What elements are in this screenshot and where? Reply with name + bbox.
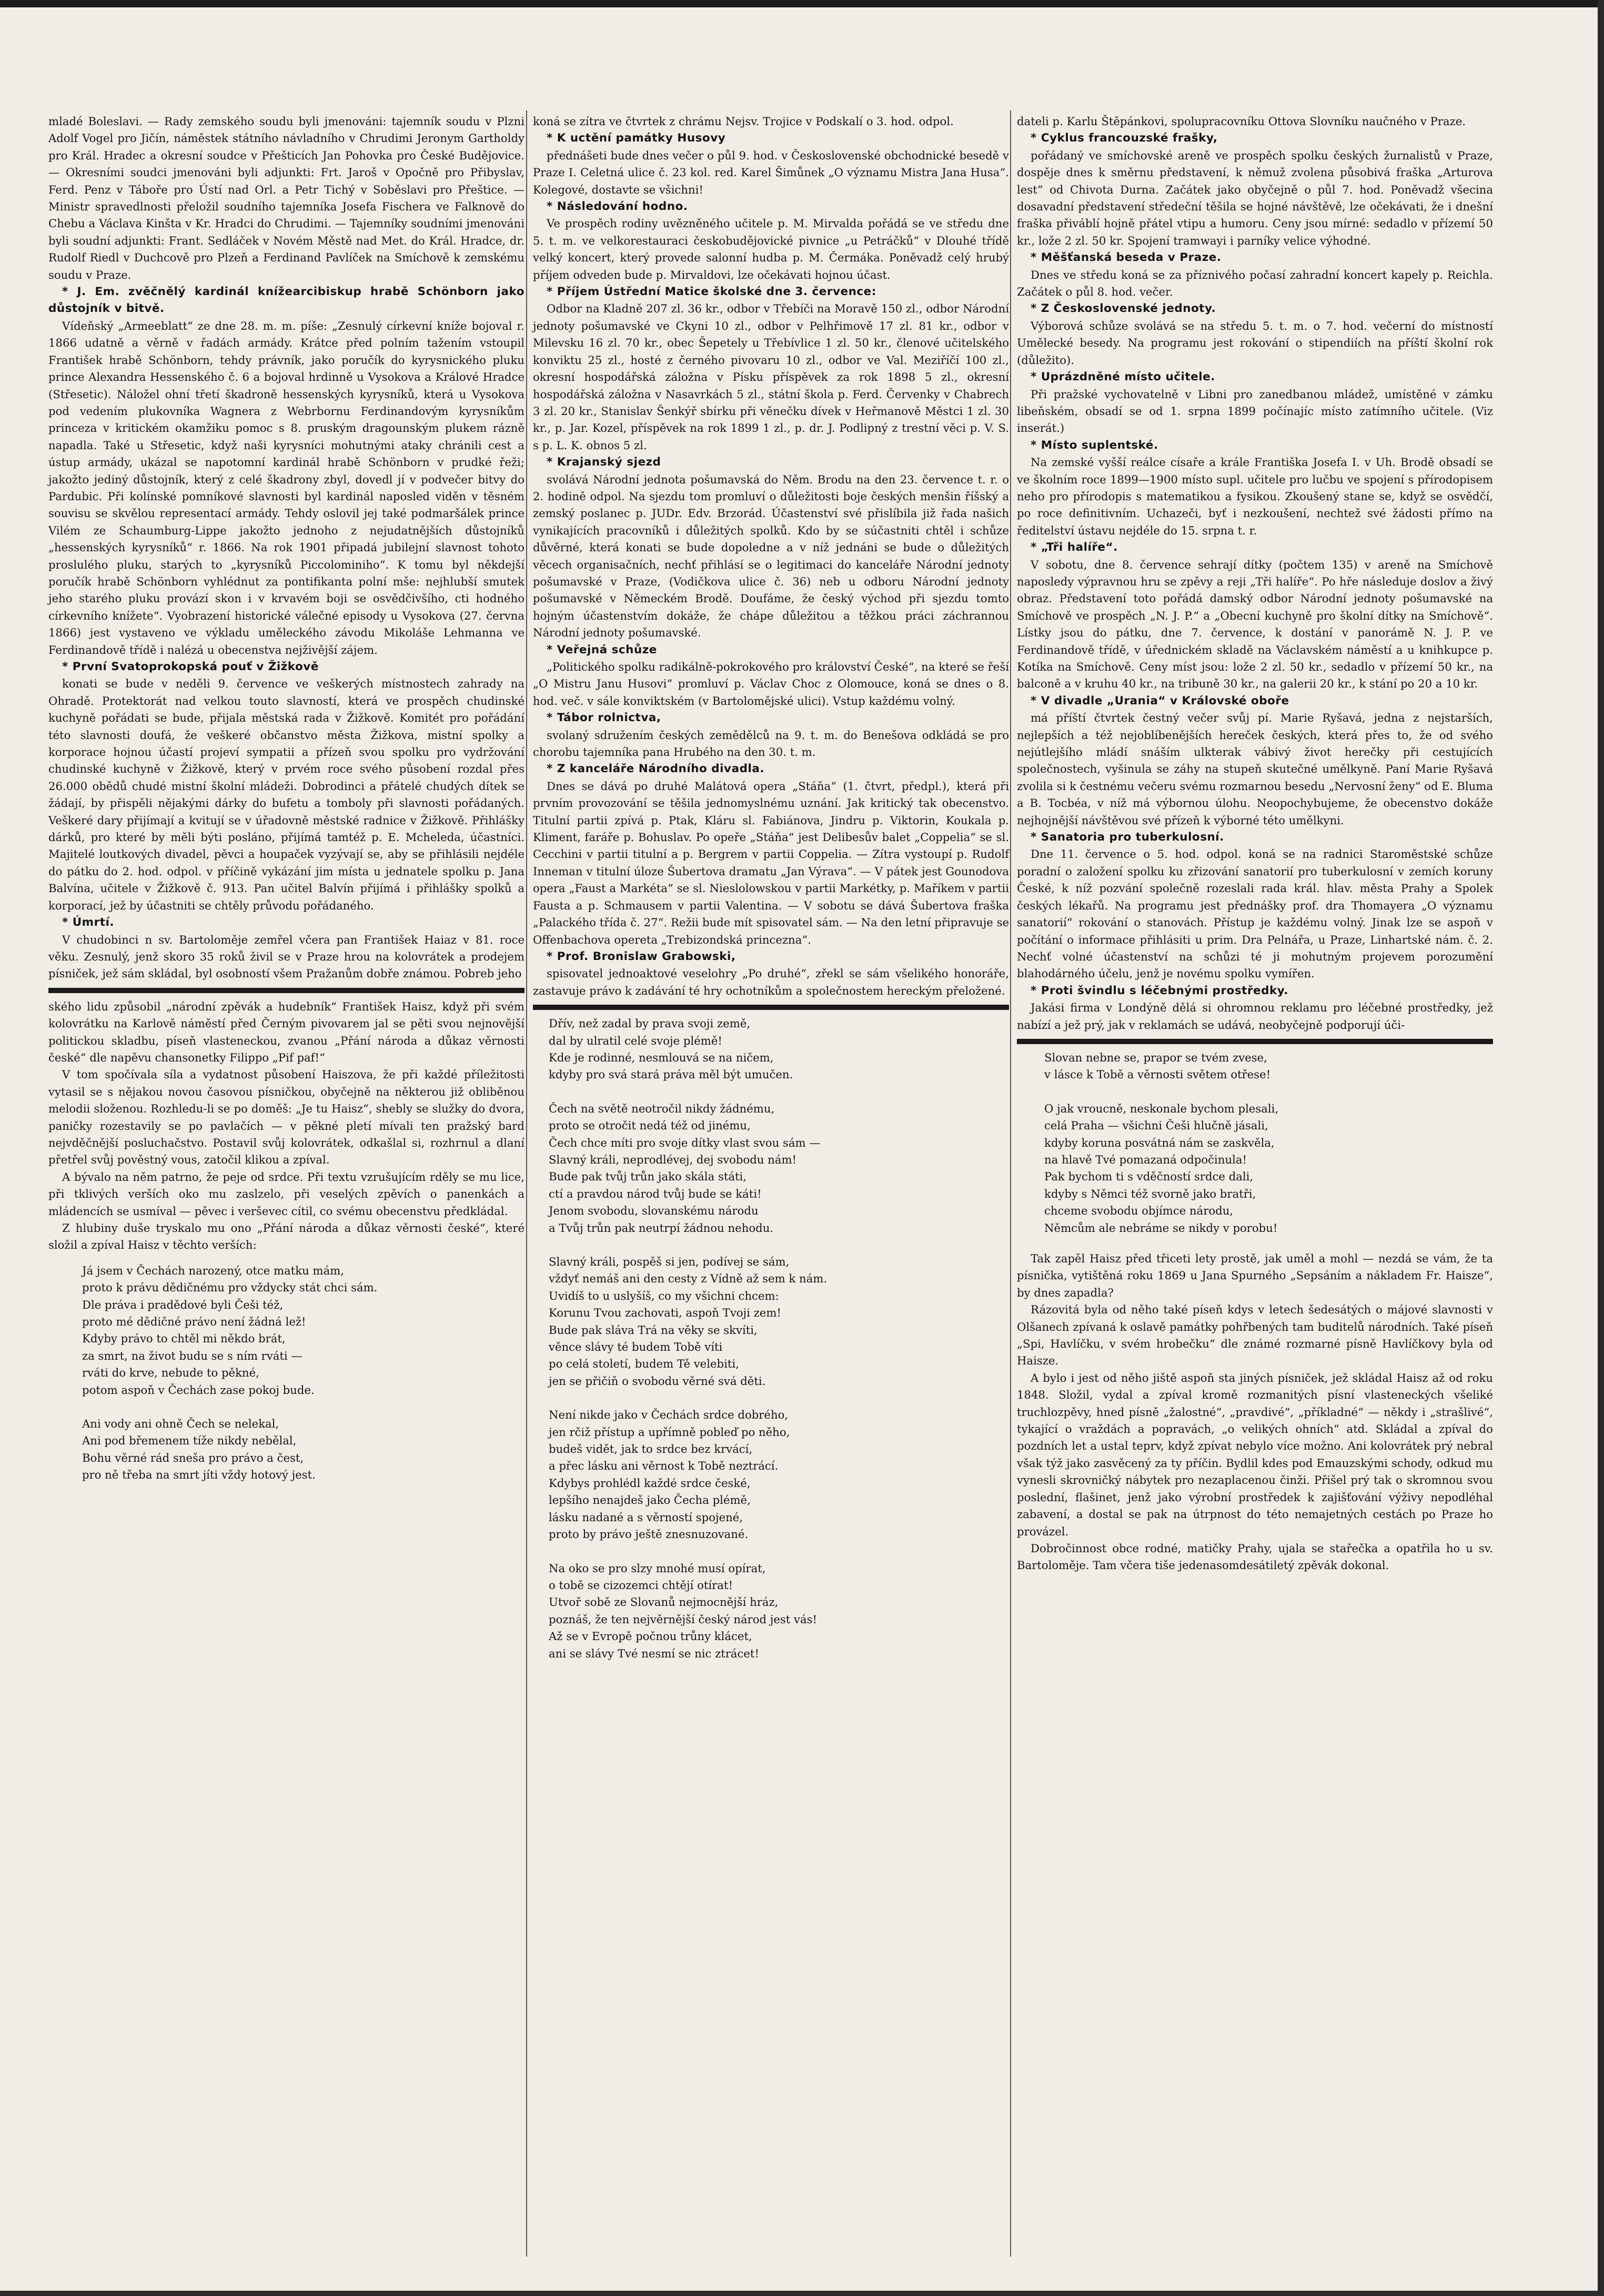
page-edge-right xyxy=(1598,0,1604,2296)
verse-line: lásku nadané a s věrností spojené, xyxy=(549,1510,743,1524)
verse-line: vždyť nemáš ani den cesty z Vídně až sem k nám. xyxy=(549,1272,828,1286)
article-text: svolává Národní jednota pošumavská do Něm. Brodu na den 23. července t. r. o 2. hodině odpol. Na sjezdu tom promluví o důležitosti boje českých menšin říšský a zemský poslanec p. JUDr. Edv. Brzorád. Účastenství své přislíbila již řada našich vynikajících pracovníků i důležitých spolků. Kdo by se súčastniti chtěl i schůze důvěrné, která konati se bude dopoledne a v níž jednáni se bude o důležitých věcech organisačních, nechť přihlásí se o legitimaci do kanceláře Národní jednoty pošumavské v Praze, (Vodičkova ulice č. 36) neb u odboru Národní jednoty pošumavské v Německém Brodě. Doufáme, že český východ při sjezdu tomto hojným účastenstvím dokáže, že chápe důležitou a těžkou práci záchrannou Národní jednoty pošumavské. xyxy=(533,472,1009,640)
article-text: Na zemské vyšší reálce císaře a krále Františka Josefa I. v Uh. Brodě obsadí se ve školním roce 1899—1900 místo supl. učitele pro lučbu ve spojení s přírodopisem neho pro přírodopis s matematikou a fysikou. Zkoušený stane se, když se osvědčí, po roce definitivním. Uchazeči, byť i nezkoušení, nechtež své žádosti přímo na ředitelství ústavu nejdéle do 15. srpna t. r. xyxy=(1017,456,1493,537)
article-text: konati se bude v neděli 9. července ve veškerých místnostech zahrady na Ohradě. Protektorát nad velkou touto slavností, která ve prospěch chudinské kuchyně pořádati se bude, přijala městská rada v Žižkově. Komitét pro pořádání této slavnosti doufá, že veškeré občanstvo města Žižkova, mistní spolky a korporace hojnou účastí projeví sympatii a přízeň svou spolku pro vydržování chudinské kuchyně v Žižkově, který v prvém roce svého působení rozdal přes 26.000 obědů chudé mistní školní mládeži. Dobrodinci a přátelé chudých dítek se žádají, by přispěli nějakými dárky do bufetu a tomboly při slavnosti pořádaných. Veškeré dary přijímají a kvitují se v úřadovně městské radnice v Žižkově. Přihlášky dárků, pro které by měli býti posláno, přijímá tamtéž p. E. Mcheleda, účastníci. Majitelé loutkových divadel, pěvci a houpaček vyzývají se, aby se přihlásili nejdéle do pátku do 2. hod. odpol. v příčině vykázání jim místa u jednatele spolku p. Jana Balvína, učitele v Žižkově č. 913. Pan učitel Balvín přijímá i přihlášky spolků a korporací, jež by účastniti se chtěly průvodu pořádaného. xyxy=(48,677,524,912)
article-heading: * Úmrtí. xyxy=(62,916,115,929)
verse-line: Kdyby právo to chtěl mi někdo brát, xyxy=(82,1332,286,1346)
verse-line: Já jsem v Čechách narozený, otce matku mám, xyxy=(82,1263,345,1277)
verse-line: a přec lásku ani věrnost k Tobě neztrácí. xyxy=(549,1459,779,1473)
verse-line: dal by ulratil celé svoje plémě! xyxy=(549,1034,722,1047)
article-text: má příští čtvrtek čestný večer svůj pí. Marie Ryšavá, jedna z nejstarších, nejlepších a též nejoblíbenějších hereček českých, která přes to, že od svého nejútlejšího mládí snáším ulkterak vábivý život herečky při cestujících společnostech, vyšinula se záhy na stupeň skutečné umělkyně. Paní Marie Ryšavá zvolila si k čestnému večeru svému rozmarnou besedu „Nervosní ženy“ od E. Bluma a B. Tocbéa, v níž má výbornou úlohu. Neopochybujeme, že obecenstvo dokáže nejhojnější návštěvou své přízeň k výborné této umělkyni. xyxy=(1017,711,1493,827)
verse-line: pro ně třeba na smrt jíti vždy hotový jest. xyxy=(82,1468,316,1482)
article-text: Dobročinnost obce rodné, matičky Prahy, ujala se stařečka a opatřila ho u sv. Bartoloměje. Tam včera tiše jedenasomdesátiletý zpěvák dokonal. xyxy=(1017,1541,1493,1572)
verse-line: proto se otročit nedá též od jinému, xyxy=(549,1119,751,1132)
verse-line: celá Praha — všichni Češi hlučně jásali, xyxy=(1044,1119,1268,1132)
article-text: koná se zítra ve čtvrtek z chrámu Nejsv. Trojice v Podskalí o 3. hod. odpol. xyxy=(533,115,954,128)
article-heading: * Veřejná schůze xyxy=(547,643,657,656)
verse-line: o tobě se cizozemci chtějí otírat! xyxy=(549,1578,733,1592)
article-heading: * Místo suplentské. xyxy=(1031,438,1158,452)
verse-line: poznáš, že ten nejvěrnější český národ jest vás! xyxy=(549,1612,818,1626)
verse-gap xyxy=(1044,1084,1493,1100)
section-divider xyxy=(48,988,524,993)
verse-line: Kdybys prohlédl každé srdce české, xyxy=(549,1476,751,1490)
page-edge-top xyxy=(0,0,1604,7)
article-text: Dnes se dává po druhé Malátová opera „Stáňa“ (1. čtvrt, předpl.), která při prvním provozování se těšila jednomyslnému uznání. Jak kritický tak obecenstvo. Titulní partii zpívá p. Ptak, Kláru sl. Fabiánova, Jindru p. Viktorin, Koukala p. Kliment, faráře p. Bohuslav. Po opeře „Stáňa“ jest Delibesův balet „Coppelia“ se sl. Cecchini v partii titulní a p. Bergrem v partii Coppelia. — Zítra vystoupí p. Rudolf Inneman v titulní úloze Šubertova dramatu „Jan Výrava“. — V pátek jest Gounodova opera „Faust a Markéta“ se sl. Nieslolowskou v partii Markétky, p. Maříkem v partii Fausta a p. Schmausem v partii Valentina. — V sobotu se dává Šubertova fraška „Palackého třída č. 27“. Režii bude mít spisovatel sám. — Na den letní připravuje se Offenbachova opereta „Trebizondská princezna“. xyxy=(533,779,1009,946)
article-text: Tak zapěl Haisz před třiceti lety prostě, jak uměl a mohl — nezdá se vám, že ta písnička, vytištěná roku 1869 u Jana Spurného „Sepsáním a nákladem Fr. Haisze“, by dnes zapadla? xyxy=(1017,1252,1493,1299)
article-heading: * První Svatoprokopská pouť v Žižkově xyxy=(62,660,319,673)
article-heading: * „Tři halíře“. xyxy=(1031,541,1118,554)
page-edge-bottom xyxy=(0,2291,1604,2296)
verse-line: jen rčiž přístup a upřímně pobleď po něho, xyxy=(549,1425,790,1439)
verse-line: Čech chce míti pro svoje dítky vlast svou sám — xyxy=(549,1136,821,1149)
article-text: ského lidu způsobil „národní zpěvák a hudebník“ František Haisz, když při svém kolovrátku na Karlově náměstí před Černým pivovarem jal se pěti svou nejnovější politickou skladbu, píseň vlasteneckou, zvanou „Přání národa a důkaz věrnosti české“ dle napěvu chansonetky Filippo „Pif paf!“ xyxy=(48,999,524,1064)
article-text: Ve prospěch rodiny uvězněného učitele p. M. Mirvalda pořádá se ve středu dne 5. t. m. ve velkorestauraci českobudějovické pivnice „u Petráčků“ v Dlouhé třídě velký koncert, který provede salonní hudba p. M. Čermáka. Poněvadž celý hrubý příjem odveden bude p. Mirvaldovi, lze očekávati hojnou účast. xyxy=(533,217,1009,281)
article-heading: * Tábor rolnictva, xyxy=(547,711,661,725)
song-verse xyxy=(1017,1049,1493,1237)
article-heading: * V divadle „Urania“ v Královské oboře xyxy=(1031,694,1289,707)
verse-line: proto k právu dědičnému pro vždycky stát chci sám. xyxy=(82,1281,378,1294)
verse-gap xyxy=(549,1543,1009,1560)
verse-line: Bude pak tvůj trůn jako skála státi, xyxy=(549,1170,746,1184)
article-heading: * K uctění památky Husovy xyxy=(547,132,726,145)
article-text: Při pražské vychovatelně v Libni pro zanedbanou mládež, umístěné v zámku libeňském, obsadí se od 1. srpna 1899 počínajíc místo zatímního učitele. (Viz inserát.) xyxy=(1017,387,1493,435)
article-text: Dnes ve středu koná se za příznivého počasí zahradní koncert kapely p. Reichla. Začátek o půl 8. hod. večer. xyxy=(1017,268,1493,299)
verse-line: lepšího nenajdeš jako Čecha plémě, xyxy=(549,1493,751,1507)
verse-line: Jenom svobodu, slovanskému národu xyxy=(549,1204,759,1218)
verse-line: Ani pod břemenem tíže nikdy nebělal, xyxy=(82,1434,297,1448)
article-text: přednášeti bude dnes večer o půl 9. hod. v Československé obchodnické besedě v Praze I. Celetná ulice č. 23 kol. red. Karel Šimůnek „O významu Mistra Jana Husa“. Kolegové, dostavte se všichni! xyxy=(533,148,1009,196)
verse-line: ctí a pravdou národ tvůj bude se káti! xyxy=(549,1187,762,1200)
article-text: A bývalo na něm patrno, že peje od srdce. Při textu vzrušujícím rděly se mu lice, při tklivých verších oko mu zaslzelo, při veselých zpěvích o panenkách a mládencích se usmíval — pěvec i verševec cítil, co svému obecenstvu předkládal. xyxy=(48,1170,524,1218)
article-heading: * Cyklus francouzské frašky, xyxy=(1031,132,1218,145)
article-text: dateli p. Karlu Štěpánkovi, spolupracovníku Ottova Slovníku naučného v Praze. xyxy=(1017,115,1466,128)
article-heading: * Sanatoria pro tuberkulosní. xyxy=(1031,831,1224,844)
article-heading: * Uprázdněné místo učitele. xyxy=(1031,370,1215,384)
verse-line: Kde je rodinné, nesmlouvá se na ničem, xyxy=(549,1050,774,1064)
song-verse xyxy=(533,1015,1009,1662)
verse-line: Dřív, než zadal by prava svoji země, xyxy=(549,1017,751,1030)
verse-line: na hlavě Tvé pomazaná odpočinula! xyxy=(1044,1152,1247,1166)
article-text: Vídeňský „Armeeblatt“ ze dne 28. m. m. píše: „Zesnulý církevní kníže bojoval r. 1866 udatně a věrně v řadách armády. Krátce před polním tažením vstoupil František hrabě Schönborn, tehdy právník, jako poručík do kyrysnického pluku prince Alexandra Hessenského č. 6 a bojoval hrdinně u Vysokova a Králové Hradce (Střesetic). Náložel ohní třetí škadroně hessenských kyrysníků, která u Vysokova pod vedením plukovníka Wagnera z Webrbornu Ferdinandovým kyrysníkům princeza v kritickém okamžiku pomoc s 8. pruským dragounským plukem rázně napadla. Také u Střesetic, když naši kyrysníci mohutnými ataky chránili cest a ústup armády, ukázal se napotomní kardinál hrabě Schönborn v prudké řeži; jakožto jediný důstojník, který z celé škadrony zbyl, dovedl jí v podvečer bitvy do Pardubic. Při kolínské pomníkové slavnosti byl kardinál naposled viděn v těsném souvisu se skvělou representací armády. Tehdy oslovil jej také podmaršálek prince Vilém ze Schaumburg-Lippe jakožto jednoho z nejudatnějších důstojníků „hessenských kyrysníků“ r. 1866. Na rok 1901 připadá jubilejní slavnost tohoto proslulého pluku, starých to „kyrysníků Piccolominiho“. K tomu byl někdejší poručík hrabě Schönborn vyhlédnut za pontifikanta polní mše: nejhlubší smutek jeho starého pluku provází skon i v krvavém boji se osvědčivšího, cti hodného církevního knížete“. Vyobrazení historické válečné episody u Vysokova (27. června 1866) jest vystaveno ve výkladu uměleckého závodu Mikoláše Lehmanna ve Ferdinandově třídě i nalézá u obecenstva nejživější zájem. xyxy=(48,319,524,656)
article-text: Dne 11. července o 5. hod. odpol. koná se na radnici Staroměstské schůze poradní o založení spolku ku zřizování sanatorií pro tuberkulosní v zemích koruny České, k níž pozvání společně rozeslali rada král. hlav. města Prahy a Spolek českých lékařů. Na programu jest přednášky prof. dra Thomayera „O významu sanatorií“ rokování o stanovách. Přístup je každému volný. Jinak lze se aspoň v počítání o informace přihlásiti u prim. Dra Pelnářa, u Praze, Linhartské nám. č. 2. Nechť volné účastenství na schůzi té ji mohutným projevem porozumění blahodárného účelu, jenž je novému spolku vymířen. xyxy=(1017,847,1493,980)
verse-line: Slavný králi, pospěš si jen, podívej se sám, xyxy=(549,1255,790,1268)
verse-line: Uvidíš to u uslyšíš, co my všichni chcem: xyxy=(549,1289,779,1302)
article-text: svolaný sdružením českých zemědělců na 9. t. m. do Benešova odkládá se pro chorobu tajemníka pana Hrubého na den 30. t. m. xyxy=(533,728,1009,759)
verse-line: rváti do krve, nebude to pěkné, xyxy=(82,1366,259,1380)
column-2 xyxy=(533,113,1009,1662)
article-text: A bylo i jest od něho jiště aspoň sta jiných písniček, jež skládal Haisz až od roku 1848. Složil, vydal a zpíval kromě rozmanitých písní vlasteneckých všeliké truchlozpěvy, hned písně „žalostné“, „pravdivé“, „příkladné“ — někdy i „strašlivé“, tykající o vraždách a popravách, „o velikých ohních“ atd. Skládal a zpíval do pozdních let a ustal teprv, když zpívat nebylo více možno. Ani kolovrátek prý nebral však týž jako zasvěcený za ty příčin. Bydlil kdes pod Emauzskými schody, odkud mu vynesli skrovničký nábytek pro nezaplacenou činži. Přišel prý tak o skromnou svou poslední, flašinet, jenž jako výrobní prostředek k zajišťování výživy nepodléhal zabavení, a dostal se pak na útrpnost do této nemajetných cestách po Praze ho provázel. xyxy=(1017,1371,1493,1538)
verse-line: O jak vroucně, neskonale bychom plesali, xyxy=(1044,1101,1279,1115)
verse-line: proto by právo ještě znesnuzované. xyxy=(549,1528,749,1541)
verse-line: Dle práva i pradědové byli Češi též, xyxy=(82,1298,284,1311)
verse-gap xyxy=(549,1237,1009,1253)
article-heading: * Proti švindlu s léčebnými prostředky. xyxy=(1031,984,1288,997)
article-heading: * Příjem Ústřední Matice školské dne 3. července: xyxy=(547,285,876,299)
article-text: V tom spočívala síla a vydatnost působení Haiszova, že při každé příležitosti vytasil se s nějakou novou časovou písničkou, obyčejně na některou již obliběnou melodii složenou. Rozhledu-li se po doměš: „Je tu Haisz“, shebly se služky do dvora, paničky rozestavily se po pavlačích — v pěkné pletí mívali ten pražský bard nejvděčnější posluchačstvo. Postavil svůj kolovrátek, odkašlal si, rozhrnul a dlaní přetřel svůj pověstný vous, zatočil klikou a zpíval. xyxy=(48,1068,524,1167)
column-rule xyxy=(1010,110,1011,2257)
article-text: „Politického spolku radikálně-pokrokového pro království České“, na které se řeší „O Mistru Janu Husovi“ promluví p. Václav Choc z Olomouce, koná se dnes o 8. hod. več. v sále konviktském (v Bartolomějské ulici). Vstup každému volný. xyxy=(533,660,1009,707)
article-text: Z hlubiny duše tryskalo mu ono „Přání národa a důkaz věrnosti české“, které složil a zpíval Haisz v těchto verších: xyxy=(48,1221,524,1252)
verse-line: Není nikde jako v Čechách srdce dobrého, xyxy=(549,1408,789,1422)
section-divider xyxy=(1017,1039,1493,1044)
column-1 xyxy=(48,113,524,1484)
verse-line: po celá století, budem Tě velebiti, xyxy=(549,1357,739,1371)
verse-line: Čech na světě neotročil nikdy žádnému, xyxy=(549,1101,775,1115)
verse-line: chceme svobodu objímce národu, xyxy=(1044,1204,1234,1218)
verse-line: Slavný králi, neprodlévej, dej svobodu nám! xyxy=(549,1152,797,1166)
verse-line: Pak bychom ti s vděčností srdce dali, xyxy=(1044,1170,1254,1184)
verse-line: Utvoř sobě ze Slovanů nejmocnější hráz, xyxy=(549,1595,779,1609)
verse-line: kdyby pro svá stará práva měl být umučen. xyxy=(549,1068,793,1081)
article-text: Jakási firma v Londýně dělá si ohromnou reklamu pro léčebné prostředky, jež nabízí a jež prý, jak v reklamách se udává, neobyčejně podporují úči- xyxy=(1017,1001,1493,1031)
verse-line: za smrt, na život budu se s ním rváti — xyxy=(82,1349,302,1362)
spacer xyxy=(1017,1237,1493,1250)
article-text: pořádaný ve smíchovské areně ve prospěch spolku českých žurnalistů v Praze, dospěje dnes k směrnu představení, k němuž zvolena působivá fraška „Arturova lest“ od Chivota Durna. Začátek jako obyčejně o půl 7. hod. Poněvadž všecina dosavadní představení středeční těšila se hojné návštěvě, lze očekávati, že i dnešní fraška přiváblí hojně přátel vtipu a humoru. Ceny jsou mírné: sedadlo v přízemí 50 kr., lože 2 zl. 50 kr. Spojení tramwayi i parníky velice výhodné. xyxy=(1017,148,1493,247)
verse-line: kdyby s Němci též svorně jako bratři, xyxy=(1044,1187,1256,1200)
article-heading: * Z Československé jednoty. xyxy=(1031,302,1216,316)
verse-gap xyxy=(549,1084,1009,1100)
article-text: Rázovitá byla od něho také píseň kdys v letech šedesátých o májové slavnosti v Olšanech zpívaná k oslavě památky pohřbených tam buditelů národních. Také píseň „Spi, Havlíčku, v svém hrobečku“ dle známé rozmarné písně Havlíčkovy byla od Haisze. xyxy=(1017,1303,1493,1368)
article-heading: * Následování hodno. xyxy=(547,200,688,214)
section-divider xyxy=(533,1005,1009,1010)
verse-line: potom aspoň v Čechách zase pokoj bude. xyxy=(82,1383,315,1397)
verse-line: budeš vidět, jak to srdce bez krvácí, xyxy=(549,1442,753,1456)
verse-line: kdyby koruna posvátná nám se zaskvěla, xyxy=(1044,1136,1275,1149)
article-text: Výborová schůze svolává se na středu 5. t. m. o 7. hod. večerní do místností Umělecké besedy. Na programu jest rokování o stipendiích na příští školní rok (důležito). xyxy=(1017,319,1493,367)
article-text: mladé Boleslavi. — Rady zemského soudu byli jmenováni: tajemník soudu v Plzni Adolf Vogel pro Jičín, náměstek státního návladního v Chrudimi Jeronym Gartholdy pro Král. Hradec a okresní soudce v Přešticích Jan Pohovka pro České Budějovice. — Okresními soudci jmenováni byli adjunkti: Frt. Jaroš v Opočně pro Přibyslav, Ferd. Penz v Táboře pro Ústí nad Orl. a Petr Tichý v Soběslavi pro Přeštice. — Ministr spravedlnosti přeložil soudního tajemníka Josefa Fischera ve Falknově do Chebu a Václava Kinšta v Kr. Hradci do Chrudimi. — Tajemníky soudními jmenováni byli soudní adjunkti: Frant. Sedláček v Novém Městě nad Met. do Král. Hradce, dr. Rudolf Riedl v Duchcově pro Plzeň a Ferdinand Pavlíček na Smíchově k zemskému soudu v Praze. xyxy=(48,115,524,281)
verse-gap xyxy=(549,1390,1009,1407)
verse-line: Bohu věrné rád sneša pro právo a čest, xyxy=(82,1451,304,1464)
article-text: V chudobinci n sv. Bartoloměje zemřel včera pan František Haiaz v 81. roce věku. Zesnulý, jenž skoro 35 roků živil se v Praze hrou na kolovrátek a prodejem písniček, jež sám skládal, byl osobností všem Pražanům dobře známou. Pobreb jeho xyxy=(48,933,524,980)
verse-line: Ani vody ani ohně Čech se nelekal, xyxy=(82,1417,279,1431)
verse-line: věnce slávy té budem Tobě víti xyxy=(549,1340,723,1354)
column-3 xyxy=(1017,113,1493,1574)
verse-line: jen se přičiň o svobodu věrné svá děti. xyxy=(549,1374,766,1388)
article-text: spisovatel jednoaktové veselohry „Po druhé“, zřekl se sám všelikého honoráře, zastavuje právo k zadávání té hry ochotníkům a společnostem hereckým přeložené. xyxy=(533,967,1009,997)
article-heading: * Z kanceláře Národního divadla. xyxy=(547,762,765,776)
verse-line: v lásce k Tobě a věrnosti světem otřese! xyxy=(1044,1068,1271,1081)
article-heading: * Prof. Bronislaw Grabowski, xyxy=(547,949,736,963)
article-text: V sobotu, dne 8. července sehrají dítky (počtem 135) v areně na Smíchově naposledy výpravnou hru se zpěvy a reji „Tři halíře“. Po hře následuje doslov a živý obraz. Představení toto pořádá damský odbor Národní jednoty pošumavské na Smíchově ve prospěch „N. J. P.“ a „Obecní kuchyně pro školní dítky na Smíchově“. Lístky jsou do pátku, dne 7. července, k dostání v panorámě N. J. P. ve Ferdinandově třídě, v úřednickém skladě na Václavském náměstí a u knihkupce p. Kotíka na Smíchově. Ceny míst jsou: lože 2 zl. 50 kr., sedadlo v přízemí 50 kr., na balconě a v kruhu 40 kr., na tribuně 30 kr., na galerii 20 kr., k stání po 20 a 10 kr. xyxy=(1017,558,1493,691)
article-heading: * Měšťanská beseda v Praze. xyxy=(1031,251,1222,265)
article-text: Odbor na Kladně 207 zl. 36 kr., odbor v Třebíči na Moravě 150 zl., odbor Národní jednoty pošumavské ve Ckyni 10 zl., odbor v Pelhřimově 17 zl. 81 kr., odbor v Milevsku 16 zl. 70 kr., obec Šepetely u Třebívlice 1 zl. 50 kr., členové učitelského konviktu 25 zl., hosté z černého pivovaru 10 zl., odbor ve Val. Meziříčí 100 zl., okresní hospodářská záložna v Písku příspěvek za rok 1898 5 zl., okresní hospodářská záložna v Nasavrkách 5 zl., státní škola p. Ferd. Červenky v Chabrech 3 zl. 20 kr., Stanislav Šenkýř sbírku při věnečku dívek v Heřmanově Městci 1 zl. 30 kr., p. Jar. Kozel, příspěvek na rok 1899 1 zl., p. dr. J. Podlipný z trestní věci p. V. S. s p. L. K. obnos 5 zl. xyxy=(533,302,1009,452)
verse-line: Korunu Tvou zachovati, aspoň Tvoji zem! xyxy=(549,1306,781,1320)
song-verse xyxy=(48,1262,524,1484)
article-heading: * J. Em. zvěčnělý kardinál knížearcibiskup hrabě Schönborn jako důstojník v bitvě. xyxy=(48,285,524,316)
article-heading: * Krajanský sjezd xyxy=(547,456,661,469)
verse-line: proto mé dědičné právo není žádná lež! xyxy=(82,1315,306,1329)
verse-line: Němcům ale nebráme se nikdy v porobu! xyxy=(1044,1221,1278,1235)
verse-line: Až se v Evropě počnou trůny klácet, xyxy=(549,1630,752,1643)
verse-line: a Tvůj trůn pak neutrpí žádnou nehodu. xyxy=(549,1221,774,1235)
verse-line: ani se slávy Tvé nesmí se nic ztrácet! xyxy=(549,1646,759,1660)
column-rule xyxy=(526,110,527,2257)
verse-line: Bude pak sláva Trá na věky se skvíti, xyxy=(549,1323,758,1337)
verse-line: Slovan nebne se, prapor se tvém zvese, xyxy=(1044,1050,1267,1064)
verse-gap xyxy=(82,1399,524,1415)
verse-line: Na oko se pro slzy mnohé musí opírat, xyxy=(549,1561,766,1575)
